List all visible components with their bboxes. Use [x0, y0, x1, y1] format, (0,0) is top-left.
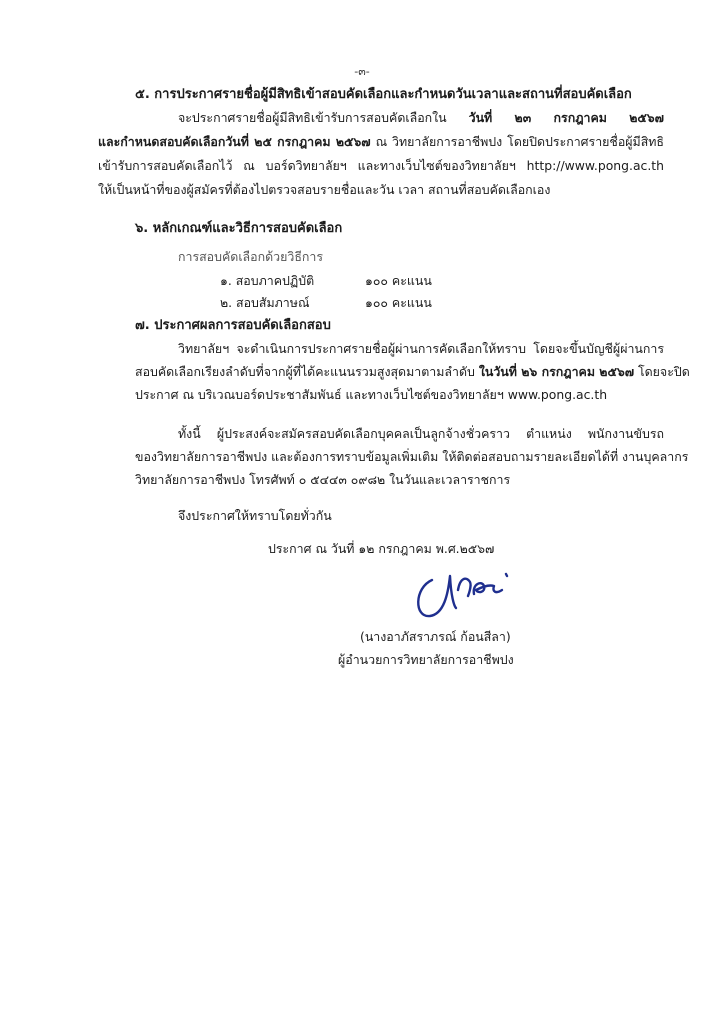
- section7-line2: [135, 363, 690, 381]
- section5-line2-date: และกำหนดสอบคัดเลือกวันที่ ๒๕ กรกฎาคม ๒๕๖๗: [98, 134, 371, 149]
- section7-line2-text: สอบคัดเลือกเรียงลำดับที่จากผู้ที่ได้คะแนนรวมสูงสุดมาตามลำดับ: [135, 364, 479, 379]
- section5-line1-text: จะประกาศรายชื่อผู้มีสิทธิเข้ารับการสอบคัดเลือกใน: [178, 110, 469, 125]
- page-number: -๓-: [354, 65, 370, 78]
- section7-heading: ๗. ประกาศผลการสอบคัดเลือกสอบ: [135, 318, 331, 333]
- closing-announce: จึงประกาศให้ทราบโดยทั่วกัน: [178, 508, 332, 523]
- section5-line4: ให้เป็นหน้าที่ของผู้สมัครที่ต้องไปตรวจสอบรายชื่อและวัน เวลา สถานที่สอบคัดเลือกเอง: [98, 182, 551, 197]
- section7-line2-date: ในวันที่ ๒๖ กรกฎาคม ๒๕๖๗: [478, 364, 635, 379]
- section7-line1: วิทยาลัยฯ จะดำเนินการประกาศรายชื่อผู้ผ่านการคัดเลือกให้ทราบ โดยจะขึ้นบัญชีผู้ผ่านการ: [178, 341, 664, 356]
- section7-line3: ประกาศ ณ บริเวณบอร์ดประชาสัมพันธ์ และทางเว็บไซต์ของวิทยาลัยฯ www.pong.ac.th: [135, 387, 608, 402]
- section5-line3: เข้ารับการสอบคัดเลือกไว้ ณ บอร์ดวิทยาลัยฯ และทางเว็บไซต์ของวิทยาลัยฯ http://www.pong.ac.th: [98, 158, 664, 173]
- section5-line1: [178, 109, 664, 127]
- section6-item1-label: ๑. สอบภาคปฏิบัติ: [220, 273, 315, 288]
- section5-line2-text: ณ วิทยาลัยการอาชีพปง โดยปิดประกาศรายชื่อผู้มีสิทธิ: [370, 134, 664, 149]
- section6-item2-score: ๑๐๐ คะแนน: [365, 295, 432, 310]
- section5-line2: [98, 133, 664, 151]
- closing-line2: ของวิทยาลัยการอาชีพปง และต้องการทราบข้อมูลเพิ่มเติม ให้ติดต่อสอบถามรายละเอียดได้ที่ งานบุคลากร: [135, 449, 689, 464]
- section6-heading: ๖. หลักเกณฑ์และวิธีการสอบคัดเลือก: [135, 221, 343, 236]
- closing-line1: ทั้งนี้ ผู้ประสงค์จะสมัครสอบคัดเลือกบุคคลเป็นลูกจ้างชั่วคราว ตำแหน่ง พนักงานขับรถ: [178, 426, 664, 441]
- section5-heading: ๕. การประกาศรายชื่อผู้มีสิทธิเข้าสอบคัดเลือกและกำหนดวันเวลาและสถานที่สอบคัดเลือก: [135, 87, 632, 102]
- announcement-date: ประกาศ ณ วันที่ ๑๒ กรกฎาคม พ.ศ.๒๕๖๗: [268, 541, 495, 556]
- section6-item1-score: ๑๐๐ คะแนน: [365, 273, 432, 288]
- section7-line2-tail: โดยจะปิด: [634, 364, 690, 379]
- signature-mark: [412, 566, 512, 622]
- signatory-name: (นางอาภัสราภรณ์ ก้อนสีลา): [360, 629, 511, 644]
- section6-intro: การสอบคัดเลือกด้วยวิธีการ: [178, 249, 323, 264]
- section6-item2-label: ๒. สอบสัมภาษณ์: [220, 295, 310, 310]
- closing-line3: วิทยาลัยการอาชีพปง โทรศัพท์ ๐ ๕๔๔๓ ๐๙๘๒ ในวันและเวลาราชการ: [135, 472, 511, 487]
- section5-line1-date: วันที่ ๒๓ กรกฎาคม ๒๕๖๗: [468, 110, 664, 125]
- signatory-title: ผู้อำนวยการวิทยาลัยการอาชีพปง: [338, 652, 514, 667]
